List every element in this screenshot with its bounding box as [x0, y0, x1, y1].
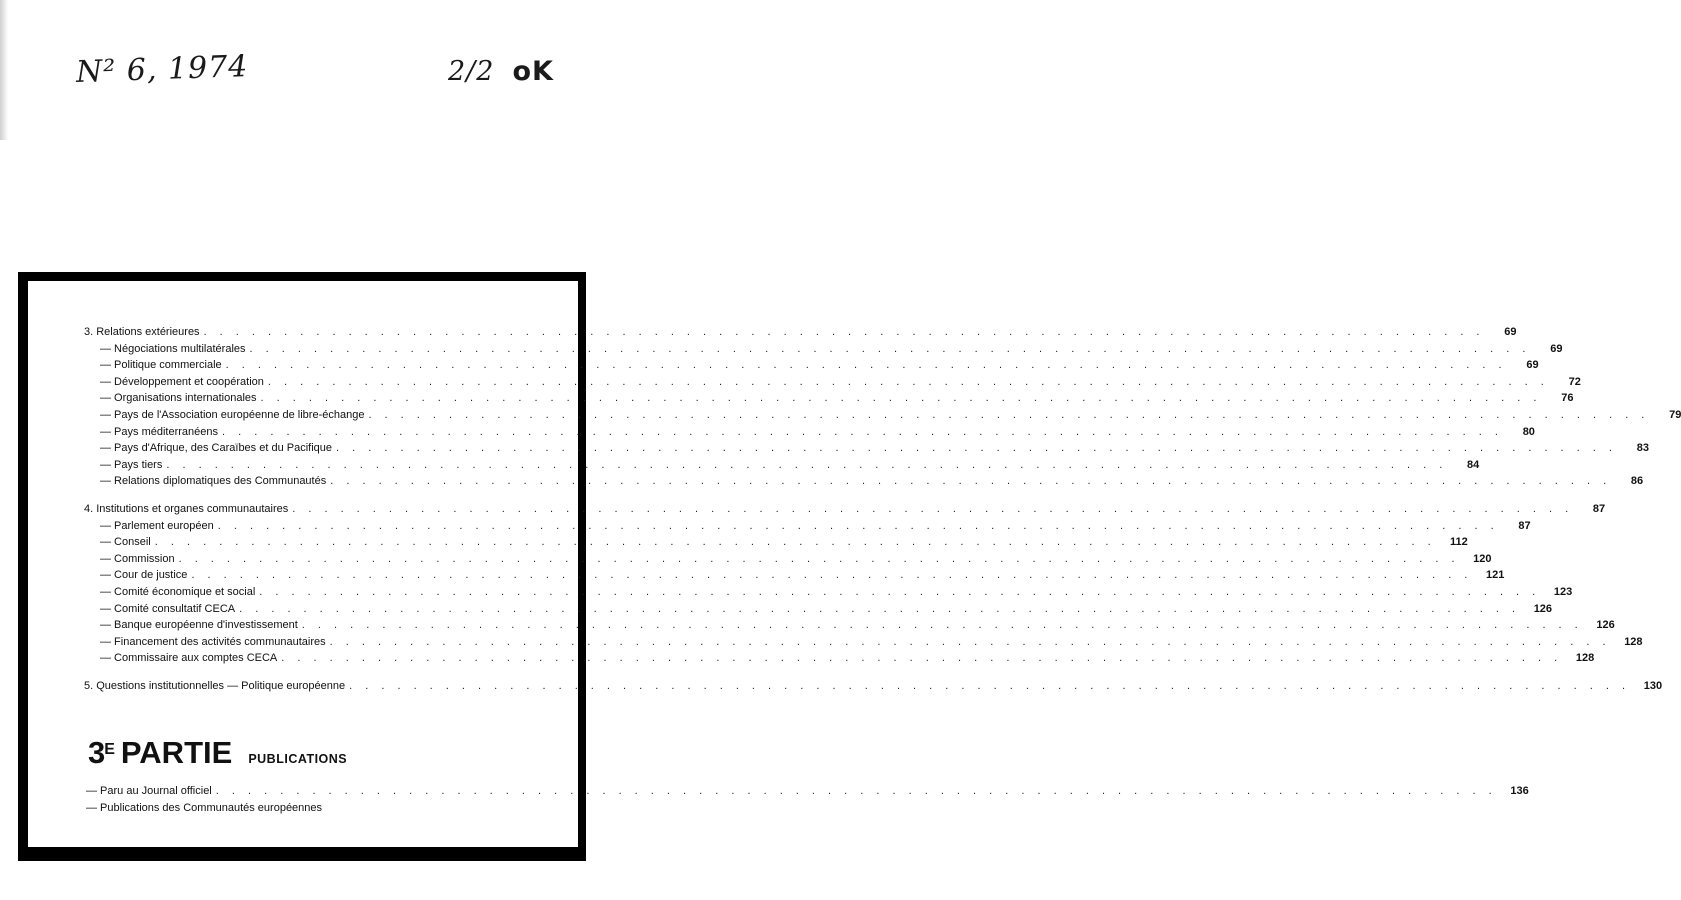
entry-page-number: 80 [1522, 425, 1535, 438]
entry-page-number: 69 [1550, 342, 1563, 355]
entry-label: — Publications des Communautés européennes [86, 802, 323, 814]
entry-label: — Pays tiers [100, 458, 163, 471]
toc-item-row [84, 519, 1531, 537]
entry-page-number: 72 [1568, 375, 1581, 388]
contents-frame [18, 272, 1681, 861]
entry-page-number: 84 [1467, 458, 1480, 471]
entry-page-number: 87 [1518, 519, 1531, 532]
toc-item-row [84, 475, 1644, 492]
entry-label: — Négociations multilatérales [100, 342, 246, 355]
toc-item-row [84, 408, 1681, 426]
dot-leader: . . . . . . . . . . . . . . . . . . . . . . . . . . . . . . . . . . . . . . . . . . . . . . . . . . . . . . . . . . . . . . . . . . . . . . . . . . . . . . . . [191, 569, 1473, 582]
toc-item-row [84, 602, 1553, 620]
part-word: PARTIE [120, 735, 233, 770]
dot-leader: . . . . . . . . . . . . . . . . . . . . . . . . . . . . . . . . . . . . . . . . . . . . . . . . . . . . . . . . . . . . . . . . . . . . . . . . . . . . . . . . [267, 375, 1549, 388]
toc-item-row [84, 342, 1563, 360]
toc-section-row [84, 502, 1606, 520]
entry-label: — Commissaire aux comptes CECA [100, 652, 278, 665]
toc-item-row [84, 425, 1535, 443]
publications-list [86, 785, 1529, 819]
entry-page-number: 69 [1526, 359, 1539, 372]
entry-label: — Relations diplomatiques des Communautés [100, 475, 327, 488]
toc-item-row [84, 375, 1581, 393]
dot-leader: . . . . . . . . . . . . . . . . . . . . . . . . . . . . . . . . . . . . . . . . . . . . . . . . . . . . . . . . . . . . . . . . . . . . . . . . . . . . . . . . [336, 442, 1617, 455]
publication-row [86, 785, 1529, 802]
scan-edge-shadow [0, 0, 8, 140]
entry-label: — Comité consultatif CECA [100, 602, 236, 615]
dot-leader: . . . . . . . . . . . . . . . . . . . . . . . . . . . . . . . . . . . . . . . . . . . . . . . . . . . . . . . . . . . . . . . . . . . . . . . . . . . . . . . . [368, 408, 1650, 421]
entry-page-number: 128 [1624, 635, 1643, 648]
toc-item-row [84, 442, 1649, 459]
part-number-suffix: E [104, 741, 115, 758]
entry-label: — Paru au Journal officiel [86, 785, 212, 797]
part-heading [88, 735, 347, 771]
entry-page-number: 126 [1596, 619, 1615, 632]
handwritten-ok-note [448, 56, 554, 87]
table-of-contents [84, 326, 1681, 696]
entry-label: — Politique commerciale [100, 359, 222, 372]
toc-item-row [84, 652, 1595, 669]
entry-page-number: 128 [1575, 652, 1595, 665]
entry-label: — Pays d'Afrique, des Caraïbes et du Pacifique [100, 442, 333, 455]
entry-page-number: 86 [1630, 475, 1644, 488]
entry-label: — Parlement européen [100, 519, 214, 532]
entry-page-number: 69 [1504, 326, 1517, 338]
dot-leader: . . . . . . . . . . . . . . . . . . . . . . . . . . . . . . . . . . . . . . . . . . . . . . . . . . . . . . . . . . . . . . . . . . . . . . . . . . . . . . . . [249, 342, 1531, 355]
toc-item-row [84, 585, 1573, 603]
toc-item-row [84, 458, 1480, 476]
handwritten-ok: oK [512, 56, 554, 87]
dot-leader: . . . . . . . . . . . . . . . . . . . . . . . . . . . . . . . . . . . . . . . . . . . . . . . . . . . . . . . . . . . . . . . . . . . . . . . . . . . . . . . . [329, 635, 1611, 648]
toc-item-row [84, 392, 1574, 409]
part-number: 3 [88, 735, 105, 770]
dot-leader: . . . . . . . . . . . . . . . . . . . . . . . . . . . . . . . . . . . . . . . . . . . . . . . . . . . . . . . . . . . . . . . . . . . . . . . . . . . . . . . . [239, 602, 1521, 615]
toc-item-row [84, 619, 1615, 636]
entry-page-number: 126 [1533, 602, 1553, 615]
entry-label: — Pays méditerranéens [100, 425, 218, 438]
dot-leader: . . . . . . . . . . . . . . . . . . . . . . . . . . . . . . . . . . . . . . . . . . . . . . . . . . . . . . . . . . . . . . . . . . . . . . . . . . . . . . . . [178, 552, 1460, 565]
entry-page-number: 76 [1561, 392, 1574, 405]
entry-page-number: 120 [1473, 552, 1492, 565]
dot-leader: . . . . . . . . . . . . . . . . . . . . . . . . . . . . . . . . . . . . . . . . . . . . . . . . . . . . . . . . . . . . . . . . . . . . . . . . . . . . . . . . [260, 392, 1542, 405]
entry-label: — Cour de justice [100, 569, 188, 582]
entry-label: — Conseil [100, 536, 151, 549]
entry-label: — Banque européenne d'investissement [100, 619, 298, 632]
publication-row [86, 802, 512, 819]
entry-page-number: 87 [1592, 502, 1606, 515]
entry-page-number: 79 [1669, 408, 1681, 421]
entry-page-number: 130 [1643, 679, 1663, 692]
dot-leader: . . . . . . . . . . . . . . . . . . . . . . . . . . . . . . . . . . . . . . . . . . . . . . . . . . . . . . . . . . . . . . . . . . . . . . . . . . . . . . . . [154, 536, 1436, 549]
toc-section-row [84, 326, 1517, 343]
entry-page-number: 121 [1486, 569, 1505, 582]
entry-label: 5. Questions institutionnelles — Politique européenne [84, 679, 346, 692]
section-gap [84, 492, 512, 503]
dot-leader: . . . . . . . . . . . . . . . . . . . . . . . . . . . . . . . . . . . . . . . . . . . . . . . . . . . . . . . . . . . . . . . . . . . . . . . . . . . . . . . . [259, 585, 1541, 598]
entry-label: — Développement et coopération [100, 375, 264, 388]
dot-leader: . . . . . . . . . . . . . . . . . . . . . . . . . . . . . . . . . . . . . . . . . . . . . . . . . . . . . . . . . . . . . . . . . . . . . . . . . . . . . . . . [349, 679, 1631, 692]
dot-leader: . . . . . . . . . . . . . . . . . . . . . . . . . . . . . . . . . . . . . . . . . . . . . . . . . . . . . . . . . . . . . . . . . . . . . . . . . . . . . . . . [292, 502, 1574, 515]
entry-label: — Financement des activités communautaires [100, 635, 326, 648]
handwritten-fraction: 2/2 [448, 56, 495, 87]
dot-leader: . . . . . . . . . . . . . . . . . . . . . . . . . . . . . . . . . . . . . . . . . . . . . . . . . . . . . . . . . . . . . . . . . . . . . . . . . . . . . . . . [330, 475, 1612, 488]
toc-item-row [84, 552, 1492, 570]
toc-section-row [84, 679, 1663, 697]
entry-label: — Pays de l'Association européenne de libre-échange [100, 408, 365, 421]
dot-leader: . . . . . . . . . . . . . . . . . . . . . . . . . . . . . . . . . . . . . . . . . . . . . . . . . . . . . . . . . . . . . . . . . . . . . . . . . . . . . . . . [225, 359, 1507, 372]
dot-leader: . . . . . . . . . . . . . . . . . . . . . . . . . . . . . . . . . . . . . . . . . . . . . . . . . . . . . . . . . . . . . . . . . . . . . . . . . . . . . . . . [301, 619, 1583, 632]
handwritten-issue-note: N² 6, 1974 [75, 49, 249, 90]
dot-leader: . . . . . . . . . . . . . . . . . . . . . . . . . . . . . . . . . . . . . . . . . . . . . . . . . . . . . . . . . . . . . . . . . . . . . . . . . . . . . . . . [203, 326, 1485, 338]
toc-item-row [84, 569, 1505, 586]
toc-item-row [84, 635, 1643, 653]
entry-page-number: 136 [1510, 785, 1529, 797]
dot-leader: . . . . . . . . . . . . . . . . . . . . . . . . . . . . . . . . . . . . . . . . . . . . . . . . . . . . . . . . . . . . . . . . . . . . . . . . . . . . . . . . [215, 785, 1497, 797]
entry-label: — Organisations internationales [100, 392, 257, 405]
dot-leader: . . . . . . . . . . . . . . . . . . . . . . . . . . . . . . . . . . . . . . . . . . . . . . . . . . . . . . . . . . . . . . . . . . . . . . . . . . . . . . . . [281, 652, 1563, 665]
entry-label: 3. Relations extérieures [84, 326, 200, 338]
entry-label: — Commission [100, 552, 175, 565]
part-subtitle: PUBLICATIONS [248, 752, 348, 766]
toc-item-row [84, 359, 1539, 376]
entry-page-number: 123 [1553, 585, 1573, 598]
dot-leader: . . . . . . . . . . . . . . . . . . . . . . . . . . . . . . . . . . . . . . . . . . . . . . . . . . . . . . . . . . . . . . . . . . . . . . . . . . . . . . . . [217, 519, 1499, 532]
entry-page-number: 83 [1636, 442, 1649, 455]
dot-leader: . . . . . . . . . . . . . . . . . . . . . . . . . . . . . . . . . . . . . . . . . . . . . . . . . . . . . . . . . . . . . . . . . . . . . . . . . . . . . . . . [222, 425, 1503, 438]
dot-leader: . . . . . . . . . . . . . . . . . . . . . . . . . . . . . . . . . . . . . . . . . . . . . . . . . . . . . . . . . . . . . . . . . . . . . . . . . . . . . . . . [166, 458, 1448, 471]
entry-page-number: 112 [1449, 536, 1468, 549]
entry-label: — Comité économique et social [100, 585, 256, 598]
section-gap [84, 669, 512, 680]
entry-label: 4. Institutions et organes communautaires [84, 502, 289, 515]
toc-item-row [84, 536, 1468, 553]
